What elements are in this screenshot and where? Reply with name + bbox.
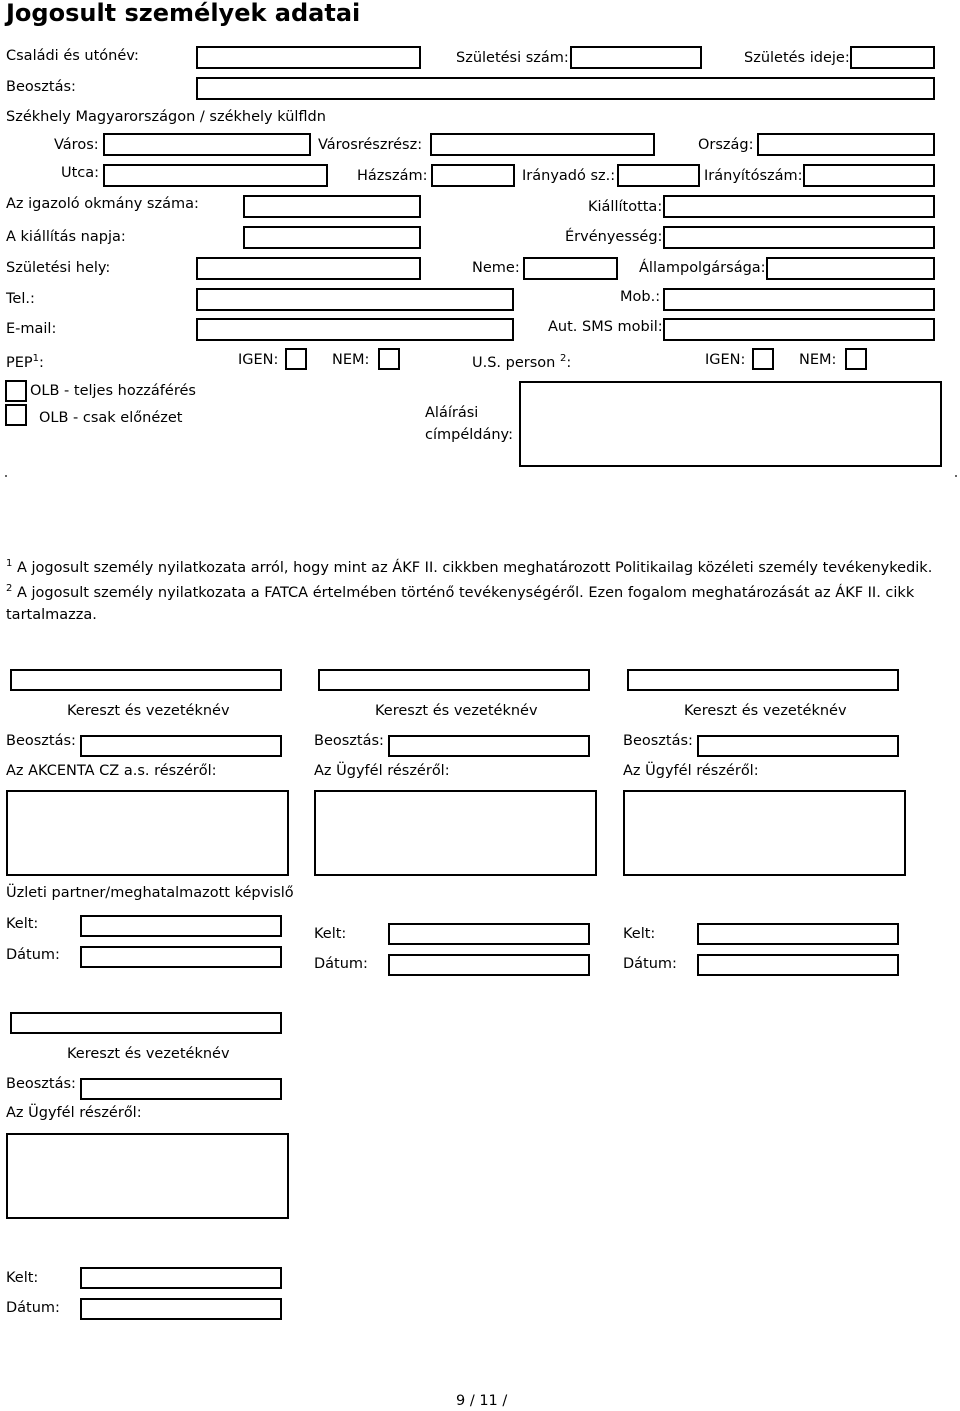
signatory-3-name-field[interactable] bbox=[627, 669, 899, 691]
house-number-field[interactable] bbox=[431, 164, 515, 187]
phone-field[interactable] bbox=[196, 288, 514, 311]
signatory-4-name-label: Kereszt és vezetéknév bbox=[67, 1046, 230, 1062]
ref-number-label: Irányadó sz.: bbox=[522, 168, 616, 184]
issued-by-label: Kiállította: bbox=[588, 199, 663, 215]
signatory-1-date-label: Dátum: bbox=[6, 947, 60, 963]
signatory-2-place-label: Kelt: bbox=[314, 926, 347, 942]
signatory-1-place-field[interactable] bbox=[80, 915, 282, 937]
signatory-3-name-label: Kereszt és vezetéknév bbox=[684, 703, 847, 719]
pep-no-checkbox[interactable] bbox=[378, 348, 400, 370]
signatory-4-side-label: Az Ügyfél részéről: bbox=[6, 1105, 142, 1121]
phone-label: Tel.: bbox=[6, 291, 35, 307]
signatory-1-place-label: Kelt: bbox=[6, 916, 39, 932]
signatory-2-date-field[interactable] bbox=[388, 954, 590, 976]
signatory-3-date-label: Dátum: bbox=[623, 956, 677, 972]
signature-label-line1: Aláírási bbox=[425, 405, 479, 421]
signatory-2-date-label: Dátum: bbox=[314, 956, 368, 972]
signatory-2-position-field[interactable] bbox=[388, 735, 590, 757]
signatory-3-side-label: Az Ügyfél részéről: bbox=[623, 763, 759, 779]
signatory-4-place-field[interactable] bbox=[80, 1267, 282, 1289]
birth-date-field[interactable] bbox=[850, 46, 935, 69]
page-title: Jogosult személyek adatai bbox=[6, 0, 361, 27]
birth-number-field[interactable] bbox=[570, 46, 702, 69]
validity-field[interactable] bbox=[663, 226, 935, 249]
issued-by-field[interactable] bbox=[663, 195, 935, 218]
position-label: Beosztás: bbox=[6, 79, 76, 95]
signatory-3-place-label: Kelt: bbox=[623, 926, 656, 942]
footnote-2: $^2$ A jogosult személy nyilatkozata a FATCA értelmében történő tevékenységéről. Ezen fogalom meghatározását az ÁKF II. cikk tartalmazza. bbox=[6, 583, 915, 623]
signatory-3-place-field[interactable] bbox=[697, 923, 899, 945]
district-field[interactable] bbox=[430, 133, 655, 156]
validity-label: Érvényesség: bbox=[565, 229, 663, 245]
page-number: 9 / 11 / bbox=[456, 1393, 508, 1409]
signatory-1-signature-box[interactable] bbox=[6, 790, 289, 876]
signatory-1-side-label: Az AKCENTA CZ a.s. részéről: bbox=[6, 763, 217, 779]
corner-mark-right bbox=[955, 475, 957, 477]
signatory-1-date-field[interactable] bbox=[80, 946, 282, 968]
signatory-3-signature-box[interactable] bbox=[623, 790, 906, 876]
seat-heading: Székhely Magyarországon / székhely külfldn bbox=[6, 109, 326, 125]
citizenship-field[interactable] bbox=[766, 257, 935, 280]
street-label: Utca: bbox=[61, 165, 100, 181]
signatory-4-position-label: Beosztás: bbox=[6, 1076, 76, 1092]
gender-label: Neme: bbox=[472, 260, 520, 276]
zip-field[interactable] bbox=[803, 164, 935, 187]
zip-label: Irányítószám: bbox=[704, 168, 803, 184]
partner-label: Üzleti partner/meghatalmazott képvislő bbox=[6, 885, 294, 901]
pep-no-label: NEM: bbox=[332, 352, 370, 368]
signatory-4-signature-box[interactable] bbox=[6, 1133, 289, 1219]
signatory-2-name-field[interactable] bbox=[318, 669, 590, 691]
signatory-3-date-field[interactable] bbox=[697, 954, 899, 976]
name-field[interactable] bbox=[196, 46, 421, 69]
city-field[interactable] bbox=[103, 133, 311, 156]
country-label: Ország: bbox=[698, 137, 754, 153]
signatory-4-date-label: Dátum: bbox=[6, 1300, 60, 1316]
signatory-2-name-label: Kereszt és vezetéknév bbox=[375, 703, 538, 719]
id-number-field[interactable] bbox=[243, 195, 421, 218]
us-yes-checkbox[interactable] bbox=[752, 348, 774, 370]
birth-date-label: Születés ideje: bbox=[744, 50, 850, 66]
signatory-4-name-field[interactable] bbox=[10, 1012, 282, 1034]
signatory-2-side-label: Az Ügyfél részéről: bbox=[314, 763, 450, 779]
pep-yes-checkbox[interactable] bbox=[285, 348, 307, 370]
olb-full-label: OLB - teljes hozzáférés bbox=[30, 383, 196, 399]
pep-yes-label: IGEN: bbox=[238, 352, 279, 368]
birth-place-label: Születési hely: bbox=[6, 260, 111, 276]
signatory-1-position-field[interactable] bbox=[80, 735, 282, 757]
email-label: E-mail: bbox=[6, 321, 57, 337]
olb-full-checkbox[interactable] bbox=[5, 380, 27, 402]
signatory-4-date-field[interactable] bbox=[80, 1298, 282, 1320]
house-number-label: Házszám: bbox=[357, 168, 428, 184]
issue-date-field[interactable] bbox=[243, 226, 421, 249]
olb-preview-checkbox[interactable] bbox=[5, 404, 27, 426]
signatory-1-name-label: Kereszt és vezetéknév bbox=[67, 703, 230, 719]
name-label: Családi és utónév: bbox=[6, 48, 139, 64]
signatory-1-name-field[interactable] bbox=[10, 669, 282, 691]
gender-field[interactable] bbox=[523, 257, 618, 280]
olb-preview-label: OLB - csak előnézet bbox=[39, 410, 183, 426]
signatory-4-place-label: Kelt: bbox=[6, 1270, 39, 1286]
street-field[interactable] bbox=[103, 164, 328, 187]
signatory-2-position-label: Beosztás: bbox=[314, 733, 384, 749]
signatory-2-place-field[interactable] bbox=[388, 923, 590, 945]
district-label: Városrészrész: bbox=[318, 137, 423, 153]
signatory-2-signature-box[interactable] bbox=[314, 790, 597, 876]
city-label: Város: bbox=[54, 137, 99, 153]
sms-mobile-label: Aut. SMS mobil: bbox=[548, 319, 663, 335]
corner-mark-left bbox=[5, 475, 7, 477]
mobile-field[interactable] bbox=[663, 288, 935, 311]
position-field[interactable] bbox=[196, 77, 935, 100]
id-number-label: Az igazoló okmány száma: bbox=[6, 196, 199, 212]
us-yes-label: IGEN: bbox=[705, 352, 746, 368]
citizenship-label: Állampolgársága: bbox=[639, 260, 766, 276]
signatory-3-position-label: Beosztás: bbox=[623, 733, 693, 749]
signatory-1-position-label: Beosztás: bbox=[6, 733, 76, 749]
footnote-1: $^1$ A jogosult személy nyilatkozata arról, hogy mint az ÁKF II. cikkben meghatározott Politikailag közéleti személy tevékenykedik. bbox=[6, 558, 933, 576]
us-person-label: U.S. person $^2$: bbox=[472, 353, 572, 371]
country-field[interactable] bbox=[757, 133, 935, 156]
email-field[interactable] bbox=[196, 318, 514, 341]
issue-date-label: A kiállítás napja: bbox=[6, 229, 126, 245]
mobile-label: Mob.: bbox=[620, 289, 661, 305]
us-no-checkbox[interactable] bbox=[845, 348, 867, 370]
us-no-label: NEM: bbox=[799, 352, 837, 368]
birth-number-label: Születési szám: bbox=[456, 50, 569, 66]
signature-label-line2: címpéldány: bbox=[425, 427, 513, 443]
pep-label: PEP$^1$: bbox=[6, 353, 44, 371]
signatory-4-position-field[interactable] bbox=[80, 1078, 282, 1100]
ref-number-field[interactable] bbox=[617, 164, 700, 187]
signatory-3-position-field[interactable] bbox=[697, 735, 899, 757]
sms-mobile-field[interactable] bbox=[663, 318, 935, 341]
signature-specimen-box[interactable] bbox=[519, 381, 942, 467]
birth-place-field[interactable] bbox=[196, 257, 421, 280]
